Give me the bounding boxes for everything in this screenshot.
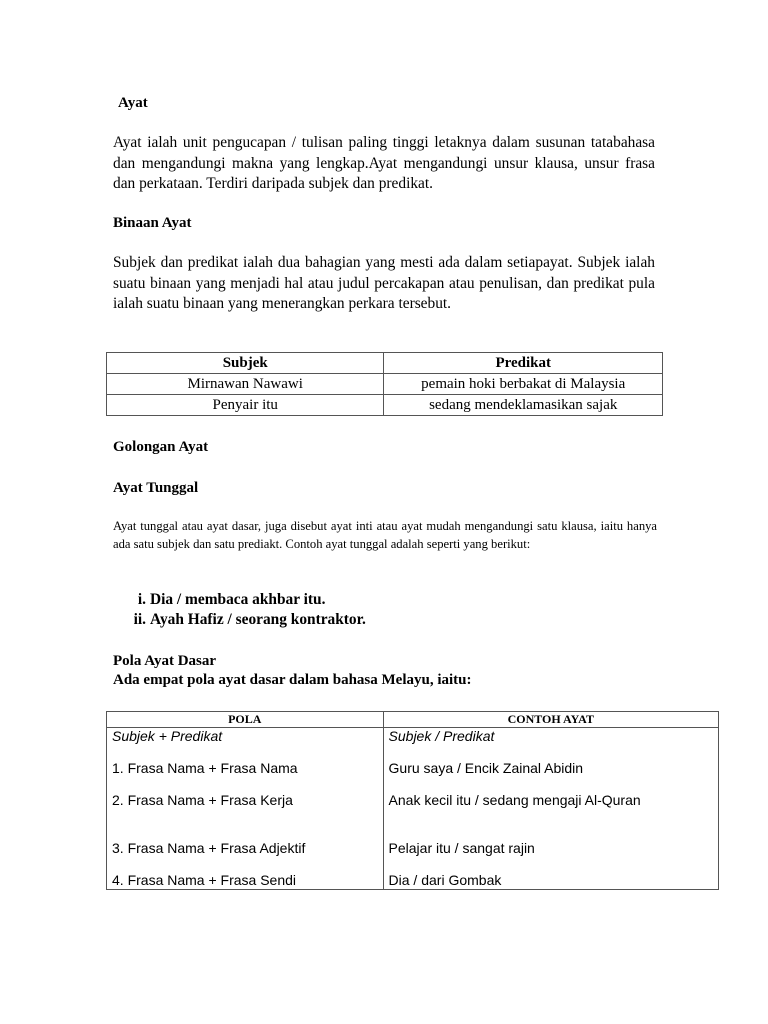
- table-header-contoh: CONTOH AYAT: [383, 712, 718, 728]
- table-header-pola: POLA: [107, 712, 384, 728]
- list-item: [110, 590, 366, 610]
- table-header-row: [107, 712, 719, 728]
- pola-ayat-table: [106, 711, 719, 890]
- contoh-item: Subjek / Predikat: [388, 728, 495, 744]
- heading-pola-ayat-dasar: Pola Ayat Dasar: [113, 653, 217, 669]
- paragraph-binaan: Subjek dan predikat ialah dua bahagian yang mesti ada dalam setiapayat. Subjek ialah suatu binaan yang menjadi hal atau judul percakapan atau penulisan, dan predikat pula ialah suatu binaan yang menerangkan perkara tersebut.: [113, 254, 655, 312]
- heading-ayat-tunggal: Ayat Tunggal: [113, 480, 199, 496]
- list-text: Ayah Hafiz / seorang kontraktor.: [150, 611, 366, 628]
- list-number: ii.: [133, 611, 146, 628]
- table-header-row: [107, 353, 663, 374]
- heading-ayat: Ayat: [118, 95, 148, 111]
- table-header-subjek: Subjek: [107, 353, 384, 374]
- table-header-predikat: Predikat: [384, 353, 663, 374]
- paragraph-ayat: Ayat ialah unit pengucapan / tulisan paling tinggi letaknya dalam susunan tatabahasa dan mengandungi makna yang lengkap.Ayat mengandungi unsur klausa, unsur frasa dan perkataan. Terdiri daripada subjek dan predikat.: [113, 134, 655, 192]
- table-row: [107, 374, 663, 395]
- subjek-predikat-table: [106, 352, 663, 416]
- pola-item: 1. Frasa Nama + Frasa Nama: [112, 760, 298, 776]
- pola-intro: Ada empat pola ayat dasar dalam bahasa Melayu, iaitu:: [113, 672, 472, 688]
- pola-item: 3. Frasa Nama + Frasa Adjektif: [112, 840, 306, 856]
- list-number: i.: [137, 591, 146, 608]
- example-list: [110, 590, 366, 630]
- pola-item: Subjek + Predikat: [112, 728, 223, 744]
- pola-column: [107, 728, 384, 890]
- pola-item: 4. Frasa Nama + Frasa Sendi: [112, 872, 297, 888]
- list-item: [110, 610, 366, 630]
- contoh-column: [383, 728, 718, 890]
- table-row: [107, 395, 663, 416]
- table-row: [107, 728, 719, 890]
- heading-binaan-ayat: Binaan Ayat: [113, 215, 192, 231]
- pola-item: 2. Frasa Nama + Frasa Kerja: [112, 792, 293, 808]
- list-text: Dia / membaca akhbar itu.: [150, 591, 326, 608]
- contoh-item: Anak kecil itu / sedang mengaji Al-Quran: [388, 792, 641, 808]
- contoh-item: Guru saya / Encik Zainal Abidin: [388, 760, 584, 776]
- table-cell: Penyair itu: [107, 395, 384, 416]
- table-cell: sedang mendeklamasikan sajak: [384, 395, 663, 416]
- table-cell: Mirnawan Nawawi: [107, 374, 384, 395]
- table-cell: pemain hoki berbakat di Malaysia: [384, 374, 663, 395]
- paragraph-ayat-tunggal: Ayat tunggal atau ayat dasar, juga disebut ayat inti atau ayat mudah mengandungi satu klausa, iaitu hanya ada satu subjek dan satu prediakt. Contoh ayat tunggal adalah seperti yang berikut:: [113, 519, 657, 551]
- contoh-item: Pelajar itu / sangat rajin: [388, 840, 535, 856]
- contoh-item: Dia / dari Gombak: [388, 872, 502, 888]
- heading-golongan-ayat: Golongan Ayat: [113, 439, 209, 455]
